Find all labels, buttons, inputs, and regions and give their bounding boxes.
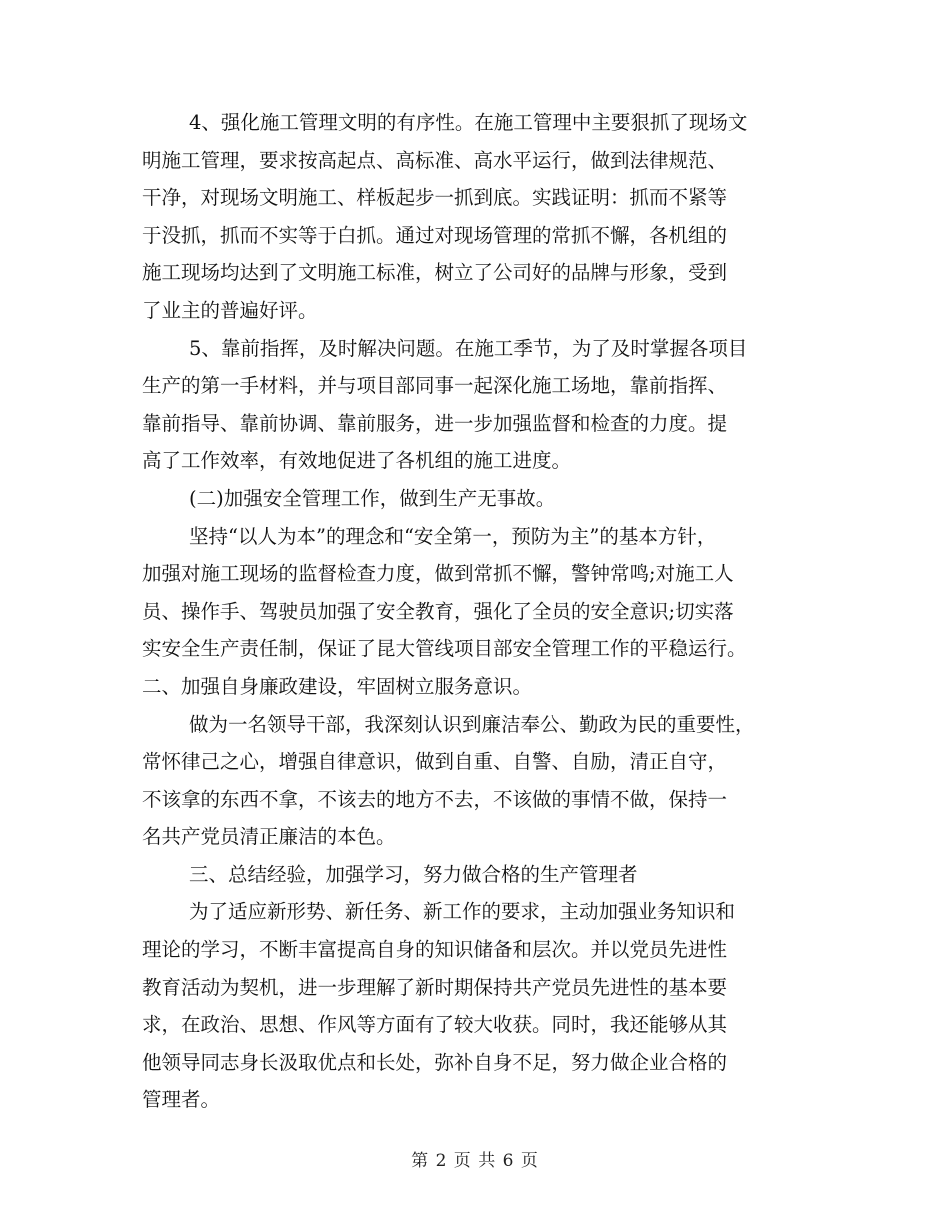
paragraph-integrity-line-2: 常怀律己之心，增强自律意识，做到自重、自警、自励，清正自守， xyxy=(142,750,728,774)
paragraph-4-line-1: 4、强化施工管理文明的有序性。在施工管理中主要狠抓了现场文 xyxy=(189,111,748,134)
paragraph-5-line-4: 高了工作效率，有效地促进了各机组的施工进度。 xyxy=(142,449,572,473)
paragraph-safety-line-3: 员、操作手、驾驶员加强了安全教育，强化了全员的安全意识;切实落 xyxy=(142,599,734,623)
paragraph-learning-line-5: 他领导同志身长汲取优点和长处，弥补自身不足，努力做企业合格的 xyxy=(142,1050,728,1074)
section-heading-learning: 三、总结经验，加强学习，努力做合格的生产管理者 xyxy=(189,862,638,886)
paragraph-learning-line-2: 理论的学习，不断丰富提高自身的知识储备和层次。并以党员先进性 xyxy=(142,938,728,962)
paragraph-learning-line-6: 管理者。 xyxy=(142,1088,221,1112)
paragraph-4-line-3: 干净，对现场文明施工、样板起步一抓到底。实践证明：抓而不紧等 xyxy=(142,186,728,210)
paragraph-safety-line-1: 坚持“以人为本”的理念和“安全第一，预防为主”的基本方针， xyxy=(189,524,717,548)
paragraph-4-line-4: 于没抓，抓而不实等于白抓。通过对现场管理的常抓不懈，各机组的 xyxy=(142,223,728,247)
paragraph-4-line-6: 了业主的普遍好评。 xyxy=(142,298,318,322)
paragraph-integrity-line-4: 名共产党员清正廉洁的本色。 xyxy=(142,825,396,849)
body-text xyxy=(142,104,797,1119)
paragraph-4-line-2: 明施工管理，要求按高起点、高标准、高水平运行，做到法律规范、 xyxy=(142,148,728,172)
paragraph-safety-line-4: 实安全生产责任制，保证了昆大管线项目部安全管理工作的平稳运行。 xyxy=(142,637,747,661)
paragraph-safety-line-2: 加强对施工现场的监督检查力度，做到常抓不懈，警钟常鸣;对施工人 xyxy=(142,562,734,586)
paragraph-integrity-line-1: 做为一名领导干部，我深刻认识到廉洁奉公、勤政为民的重要性， xyxy=(189,712,755,736)
paragraph-learning-line-3: 教育活动为契机，进一步理解了新时期保持共产党员先进性的基本要 xyxy=(142,975,728,999)
paragraph-integrity-line-3: 不该拿的东西不拿，不该去的地方不去，不该做的事情不做，保持一 xyxy=(142,787,728,811)
paragraph-learning-line-1: 为了适应新形势、新任务、新工作的要求，主动加强业务知识和 xyxy=(189,900,736,924)
paragraph-5-line-2: 生产的第一手材料，并与项目部同事一起深化施工场地，靠前指挥、 xyxy=(142,374,728,398)
paragraph-learning-line-4: 求，在政治、思想、作风等方面有了较大收获。同时，我还能够从其 xyxy=(142,1013,728,1037)
section-heading-safety: (二)加强安全管理工作，做到生产无事故。 xyxy=(189,486,556,510)
section-heading-integrity: 二、加强自身廉政建设，牢固树立服务意识。 xyxy=(142,674,533,698)
paragraph-5-line-3: 靠前指导、靠前协调、靠前服务，进一步加强监督和检查的力度。提 xyxy=(142,411,728,435)
page-number-footer: 第 2 页 共 6 页 xyxy=(411,1151,539,1171)
paragraph-5-line-1: 5、靠前指挥，及时解决问题。在施工季节，为了及时掌握各项目 xyxy=(189,336,748,360)
paragraph-4-line-5: 施工现场均达到了文明施工标准，树立了公司好的品牌与形象，受到 xyxy=(142,261,728,285)
